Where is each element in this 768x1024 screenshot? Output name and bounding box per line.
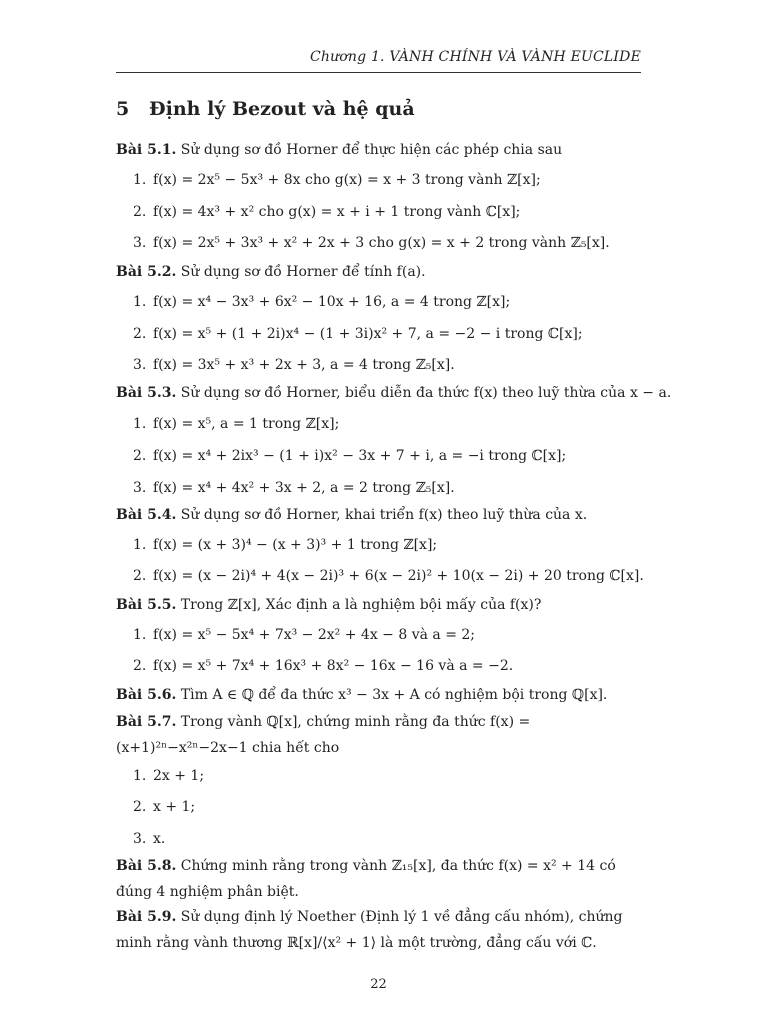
problem-label: Bài 5.7. <box>116 714 177 730</box>
problem-5-5 <box>116 598 641 613</box>
item-number: 1. <box>133 627 147 643</box>
section-title: Định lý Bezout và hệ quả <box>149 98 415 120</box>
page-number: 22 <box>370 977 387 992</box>
problem-text: Trong ℤ[x], Xác định a là nghiệm bội mấy của f(x)? <box>180 597 542 613</box>
item-text: f(x) = x⁵ − 5x⁴ + 7x³ − 2x² + 4x − 8 và a = 2; <box>153 627 476 643</box>
problem-label: Bài 5.8. <box>116 858 177 874</box>
document-page <box>116 0 672 1024</box>
item-number: 2. <box>133 204 147 220</box>
item-number: 3. <box>133 357 147 373</box>
item-number: 3. <box>133 831 147 847</box>
list-item <box>133 326 583 342</box>
problem-5-7 <box>116 709 641 761</box>
problem-label: Bài 5.6. <box>116 687 177 703</box>
header-rule <box>116 72 641 73</box>
list-item <box>133 537 437 553</box>
problem-text: Sử dụng sơ đồ Horner, khai triển f(x) theo luỹ thừa của x. <box>180 507 588 523</box>
item-text: f(x) = 4x³ + x² cho g(x) = x + i + 1 trong vành ℂ[x]; <box>153 204 521 220</box>
item-text: f(x) = x⁴ + 2ix³ − (1 + i)x² − 3x + 7 + i, a = −i trong ℂ[x]; <box>153 448 567 464</box>
problem-text: Trong vành ℚ[x], chứng minh rằng đa thức f(x) = (x+1)²ⁿ−x²ⁿ−2x−1 chia hết cho <box>116 714 531 756</box>
problem-label: Bài 5.1. <box>116 142 177 158</box>
list-item <box>133 799 195 815</box>
item-number: 3. <box>133 235 147 251</box>
list-item <box>133 294 510 310</box>
item-text: x + 1; <box>153 799 196 815</box>
section-heading <box>116 98 415 120</box>
item-text: f(x) = x⁵ + 7x⁴ + 16x³ + 8x² − 16x − 16 và a = −2. <box>153 658 514 674</box>
problem-text: Sử dụng định lý Noether (Định lý 1 về đẳng cấu nhóm), chứng minh rằng vành thương ℝ[x]/⟨x² + 1⟩ là một trường, đẳng cấu với ℂ. <box>116 909 623 951</box>
list-item <box>133 658 513 674</box>
problem-5-6 <box>116 688 641 703</box>
item-number: 2. <box>133 568 147 584</box>
problem-5-9 <box>116 904 641 956</box>
problem-5-4 <box>116 508 641 523</box>
list-item <box>133 416 339 432</box>
item-number: 1. <box>133 768 147 784</box>
item-number: 2. <box>133 799 147 815</box>
problem-label: Bài 5.5. <box>116 597 177 613</box>
item-text: x. <box>153 831 166 847</box>
item-number: 1. <box>133 537 147 553</box>
problem-5-1 <box>116 143 641 158</box>
list-item <box>133 235 610 251</box>
item-text: f(x) = (x − 2i)⁴ + 4(x − 2i)³ + 6(x − 2i)² + 10(x − 2i) + 20 trong ℂ[x]. <box>153 568 644 584</box>
list-item <box>133 172 541 188</box>
item-text: f(x) = 2x⁵ + 3x³ + x² + 2x + 3 cho g(x) = x + 2 trong vành ℤ₅[x]. <box>153 235 610 251</box>
problem-text: Sử dụng sơ đồ Horner để tính f(a). <box>180 264 426 280</box>
list-item <box>133 568 644 584</box>
item-text: f(x) = (x + 3)⁴ − (x + 3)³ + 1 trong ℤ[x]; <box>153 537 438 553</box>
item-text: 2x + 1; <box>153 768 205 784</box>
item-number: 2. <box>133 448 147 464</box>
item-number: 2. <box>133 326 147 342</box>
item-text: f(x) = x⁵, a = 1 trong ℤ[x]; <box>153 416 340 432</box>
item-number: 1. <box>133 172 147 188</box>
problem-text: Tìm A ∈ ℚ để đa thức x³ − 3x + A có nghiệm bội trong ℚ[x]. <box>180 687 608 703</box>
item-text: f(x) = 2x⁵ − 5x³ + 8x cho g(x) = x + 3 trong vành ℤ[x]; <box>153 172 541 188</box>
problem-label: Bài 5.4. <box>116 507 177 523</box>
problem-text: Sử dụng sơ đồ Horner, biểu diễn đa thức f(x) theo luỹ thừa của x − a. <box>180 385 672 401</box>
problem-label: Bài 5.3. <box>116 385 177 401</box>
list-item <box>133 357 455 373</box>
item-text: f(x) = 3x⁵ + x³ + 2x + 3, a = 4 trong ℤ₅[x]. <box>153 357 455 373</box>
section-number: 5 <box>116 98 130 120</box>
list-item <box>133 627 475 643</box>
problem-5-2 <box>116 265 641 280</box>
problem-text: Chứng minh rằng trong vành ℤ₁₅[x], đa thức f(x) = x² + 14 có đúng 4 nghiệm phân biệt. <box>116 858 616 900</box>
item-text: f(x) = x⁴ − 3x³ + 6x² − 10x + 16, a = 4 trong ℤ[x]; <box>153 294 511 310</box>
problem-5-3 <box>116 385 672 401</box>
item-number: 1. <box>133 294 147 310</box>
list-item <box>133 204 520 220</box>
list-item <box>133 768 204 784</box>
list-item <box>133 831 165 847</box>
item-text: f(x) = x⁵ + (1 + 2i)x⁴ − (1 + 3i)x² + 7, a = −2 − i trong ℂ[x]; <box>153 326 583 342</box>
item-number: 3. <box>133 480 147 496</box>
item-number: 1. <box>133 416 147 432</box>
list-item <box>133 448 566 464</box>
problem-5-8 <box>116 853 641 905</box>
problem-label: Bài 5.2. <box>116 264 177 280</box>
list-item <box>133 480 455 496</box>
item-number: 2. <box>133 658 147 674</box>
running-header: Chương 1. VÀNH CHÍNH VÀ VÀNH EUCLIDE <box>309 49 641 65</box>
item-text: f(x) = x⁴ + 4x² + 3x + 2, a = 2 trong ℤ₅[x]. <box>153 480 455 496</box>
problem-text: Sử dụng sơ đồ Horner để thực hiện các phép chia sau <box>180 142 563 158</box>
problem-label: Bài 5.9. <box>116 909 177 925</box>
